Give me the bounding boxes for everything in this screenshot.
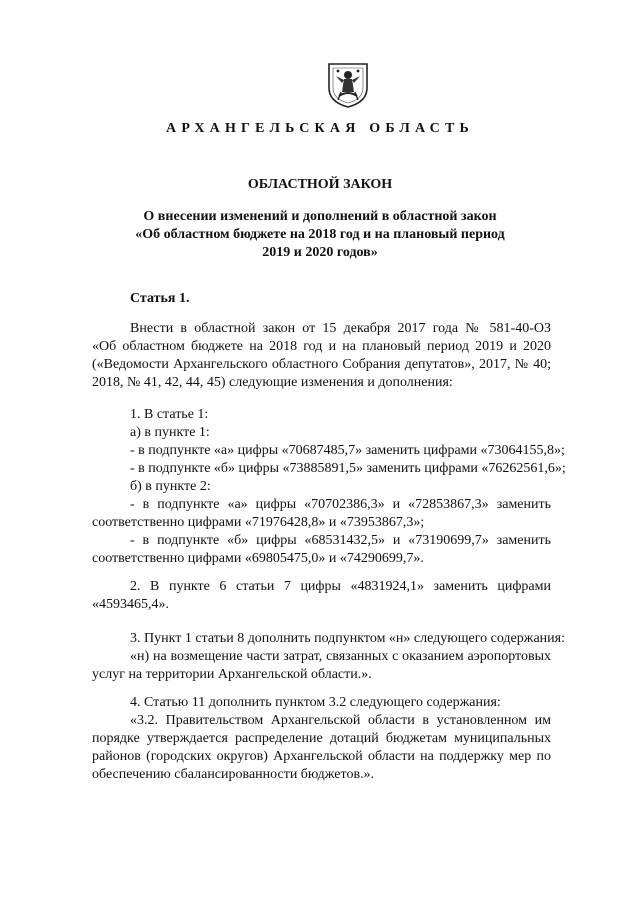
coat-of-arms-icon [326,62,370,108]
text-line: обеспечению сбалансированности бюджетов.». [92,767,375,782]
text-line: («Ведомости Архангельского областного Собрания депутатов», 2017, № 40; [92,357,551,372]
text-line: - в подпункте «б» цифры «68531432,5» и «73190699,7» заменить [130,533,551,548]
region-name: АРХАНГЕЛЬСКАЯ ОБЛАСТЬ [166,121,474,136]
text-line: соответственно цифрами «71976428,8» и «73953867,3»; [92,515,425,530]
text-line: районов (городских округов) Архангельской области на поддержку мер по [92,749,551,764]
article-item-2 [92,578,551,614]
article-heading: Статья 1. [130,291,190,306]
text-line: - в подпункте «б» цифры «73885891,5» заменить цифрами «76262561,6»; [130,461,566,476]
text-line: - в подпункте «а» цифры «70702386,3» и «72853867,3» заменить [130,497,551,512]
text-line: Внести в областной закон от 15 декабря 2017 года № 581-40-ОЗ [130,321,551,336]
text-line: порядке утверждается распределение дотаций бюджетам муниципальных [92,731,551,746]
law-title [90,208,550,262]
law-title-line: «Об областном бюджете на 2018 год и на плановый период [135,227,505,242]
text-line: б) в пункте 2: [130,479,211,494]
article-intro [92,320,551,392]
text-line: - в подпункте «а» цифры «70687485,7» заменить цифрами «73064155,8»; [130,443,565,458]
law-title-line: О внесении изменений и дополнений в областной закон [143,209,497,224]
law-type: ОБЛАСТНОЙ ЗАКОН [247,177,393,192]
text-line: соответственно цифрами «69805475,0» и «74290699,7». [92,551,424,566]
article-item-4 [92,694,551,784]
text-line: 4. Статью 11 дополнить пунктом 3.2 следующего содержания: [130,695,501,710]
text-line: 1. В статье 1: [130,407,209,422]
text-line: 2. В пункте 6 статьи 7 цифры «4831924,1» заменить цифрами [130,579,551,594]
text-line: «Об областном бюджете на 2018 год и на плановый период 2019 и 2020 [92,339,551,354]
law-title-line: 2019 и 2020 годов» [262,245,378,260]
article-item-1 [92,406,566,568]
text-line: «4593465,4». [92,597,169,612]
text-line: 3. Пункт 1 статьи 8 дополнить подпунктом «н» следующего содержания: [130,631,565,646]
text-line: 2018, № 41, 42, 44, 45) следующие изменения и дополнения: [92,375,453,390]
text-line: «3.2. Правительством Архангельской области в установленном им [130,713,551,728]
text-line: а) в пункте 1: [130,425,210,440]
text-line: услуг на территории Архангельской области.». [92,667,372,682]
text-line: «н) на возмещение части затрат, связанных с оказанием аэропортовых [130,649,551,664]
article-item-3 [92,630,565,684]
